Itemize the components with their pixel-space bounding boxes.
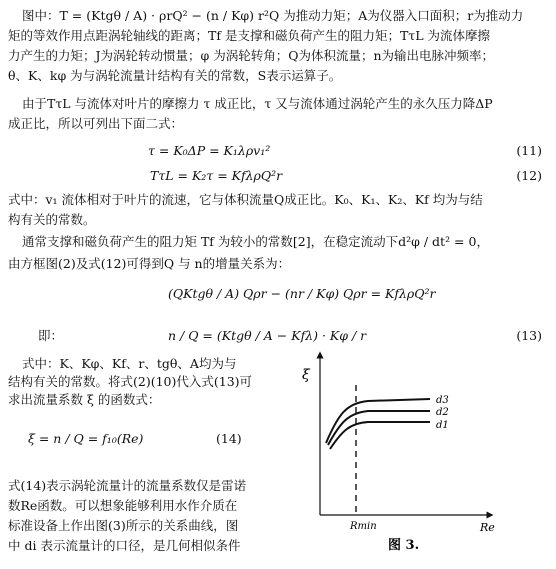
para4-line1: 通常支撑和磁负荷产生的阻力矩 Tf 为较小的常数[2]，在稳定流动下d²φ / dt² = 0， — [22, 234, 489, 249]
figure-3 — [290, 345, 546, 567]
para6-line2: 数Re函数。可以想象能够利用水作介质在 — [8, 498, 238, 513]
para5-line2: 结构有关的常数。将式(2)(10)代入式(13)可 — [8, 374, 253, 389]
y-axis-label: ξ — [302, 367, 310, 383]
para6-line1: 式(14)表示涡轮流量计的流量系数仅是雷诺 — [8, 478, 247, 493]
curve-label-d1: d1 — [436, 420, 449, 431]
para5-line1: 式中：K、Kφ、Kf、r、tgθ、A均为与 — [22, 356, 237, 371]
equation-14-number: (14) — [216, 431, 242, 446]
para1-line1: 图中：T = (Ktgθ / A) · ρrQ² − (n / Kφ) r²Q 为推动力矩；A为仪器入口面积；r为推动力 — [22, 8, 524, 23]
para2-line2: 成正比，所以可列出下面二式： — [8, 116, 184, 131]
equation-12-number: (12) — [516, 168, 542, 183]
x-axis-label: Re — [480, 521, 495, 534]
rmin-label: Rmin — [350, 521, 377, 532]
curve-d2 — [328, 411, 430, 445]
curve-d1 — [330, 422, 430, 449]
equation-11: τ = K₀ΔP = K₁λρv₁² — [148, 143, 271, 158]
para2-line1: 由于TτL 与流体对叶片的摩擦力 τ 成正比，τ 又与流体通过涡轮产生的永久压力降ΔP — [22, 96, 493, 111]
para3-line2: 构有关的常数。 — [8, 212, 96, 227]
para5-line3: 求出流量系数 ξ 的函数式： — [8, 392, 161, 407]
equation-12: TτL = K₂τ = KfλρQ²r — [150, 168, 283, 183]
figure-caption: 图 3. — [388, 538, 420, 553]
curve-label-d3: d3 — [436, 395, 449, 406]
para1-line4: θ、K、kφ 为与涡轮流量计结构有关的常数，S表示运算子。 — [8, 68, 342, 83]
curve-label-d2: d2 — [436, 407, 449, 418]
equation-13-number: (13) — [516, 328, 542, 343]
para6-line4: 中 di 表示流量计的口径，是几何相似条件 — [8, 538, 241, 553]
equation-13-top: (QKtgθ / A) Qρr − (nr / Kφ) Qρr = KfλρQ²r — [168, 286, 436, 301]
equation-11-number: (11) — [516, 143, 542, 158]
equation-13-prefix: 即： — [38, 328, 64, 343]
equation-13-bottom: n / Q = (Ktgθ / A − Kfλ) · Kφ / r — [168, 328, 367, 343]
equation-14: ξ = n / Q = f₁₀(Re) — [28, 431, 144, 446]
para3-line1: 式中：v₁ 流体相对于叶片的流速，它与体积流量Q成正比。K₀、K₁、K₂、Kf 均为与结 — [8, 192, 483, 207]
para1-line2: 矩的等效作用点距涡轮轴线的距离；Tf 是支撑和磁负荷产生的阻力矩；TτL 为流体摩擦 — [8, 28, 490, 43]
para4-line2: 由方框图(2)及式(12)可得到Q 与 n的增量关系为： — [8, 256, 291, 271]
para1-line3: 力产生的力矩；J为涡轮转动惯量；φ 为涡轮转角；Q为体积流量；n为输出电脉冲频率； — [8, 48, 495, 63]
para6-line3: 标准设备上作出图(3)所示的关系曲线，图 — [8, 518, 239, 533]
